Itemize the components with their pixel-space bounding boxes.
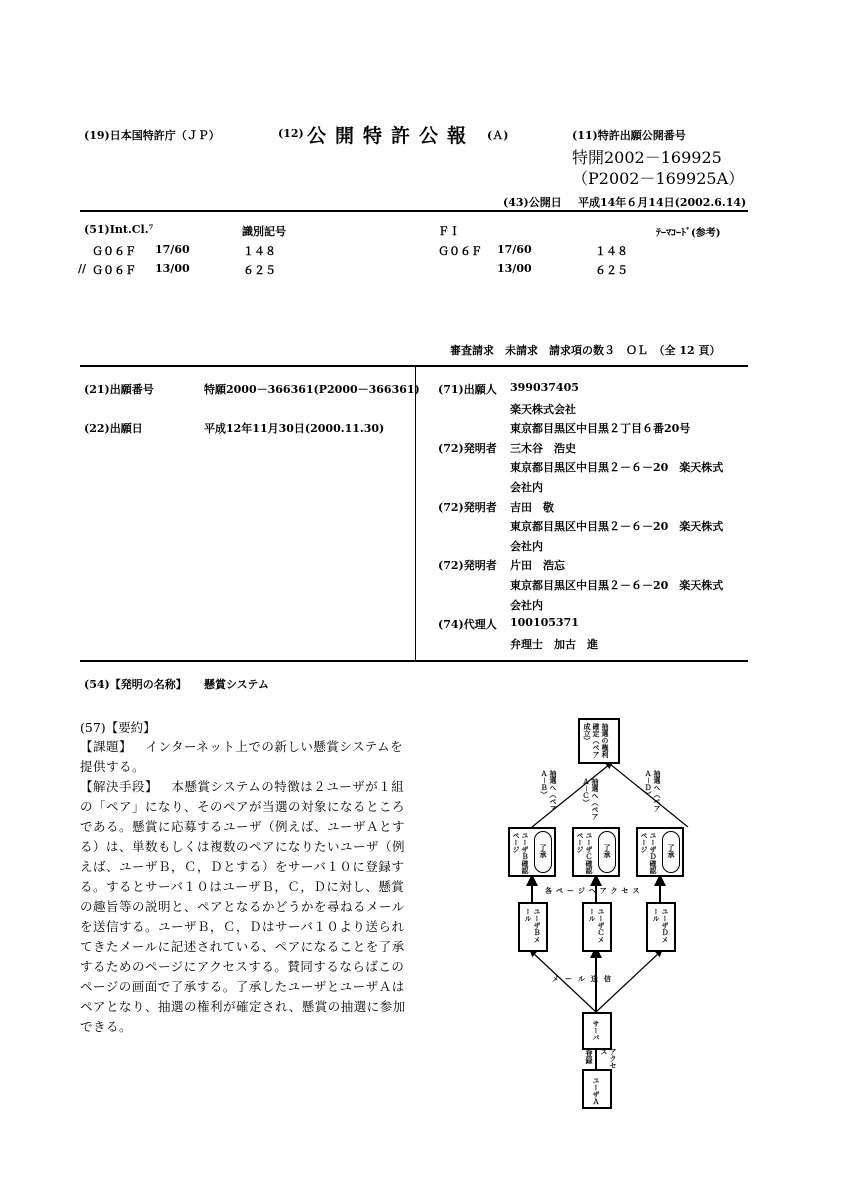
edge-label-mid: 抽選へ（ペアＡ－Ｃ） [582,778,600,820]
invention-title-label: (54)【発明の名称】 [84,678,187,691]
accept-button [534,831,552,873]
problem-label: 【課題】 [80,739,133,754]
bib-entry-line: 楽天株式会社 [510,402,576,416]
confirm-page-d-label: ユーザＤ確認ページ [640,832,658,874]
row-class: Ｇ０６Ｆ [92,245,136,258]
accept-label: 了承 [603,844,612,858]
user-a-box [582,1069,612,1109]
accept-label: 了承 [667,844,676,858]
server-box-label: サーバ [592,1020,601,1041]
row-code: ６２５ [243,264,276,277]
bib-entry-label: (74)代理人 [438,618,497,632]
row-fi-code: １４８ [595,245,628,258]
mail-box-c-label: ユーザＣメール [588,908,606,943]
mail-box-d-label: ユーザＤメール [652,908,670,943]
filing-date-label: (22)出願日 [84,422,143,435]
solution-text: 本懸賞システムの特徴は２ユーザが１組の「ペア」になり、そのペアが当選の対象になるところである。懸賞に応募するユーザ（例えば、ユーザＡとする）は、単数もしくは複数のペアになりたいユーザ（例えば、ユーザＢ，Ｃ，Ｄとする）をサーバ１０に登録する。するとサーバ１０はユーザＢ，Ｃ，Ｄに対し、懸賞の趣旨等の説明と、ペアとなるかどうかを尋ねるメールを送信する。ユーザＢ，Ｃ，Ｄはサーバ１０より送られてきたメールに記述されている、ペアになることを了承するためのページにアクセスする。賛同するならばこのページの画面で了承する。了承したユーザとユーザＡはペアとなり、抽選の権利が確定され、懸賞の抽選に参加できる。 [80,779,406,1034]
row-code: １４８ [243,245,276,258]
abstract-label: (57)【要約】 [80,720,156,735]
bib-top-divider [80,365,748,367]
kind-suffix: (Ａ) [487,129,509,142]
filing-date: 平成12年11月30日(2000.11.30) [204,422,385,435]
system-diagram [490,712,710,1117]
server-box [582,1012,612,1050]
row-fi-class: Ｇ０６Ｆ [438,245,482,258]
bib-entry-line: 吉田 敬 [510,500,554,514]
publication-date-label: (43)公開日 [503,196,562,209]
accept-button [598,831,616,873]
publication-number-alt: （P2002－169925A） [572,169,745,188]
header-divider [80,210,748,212]
publication-date: 平成14年６月14日(2002.6.14) [578,196,747,209]
issuing-office: (19)日本国特許庁（ＪＰ） [84,129,220,142]
bib-entry-line: 東京都目黒区中目黒２丁目６番20号 [510,422,691,436]
bib-entry-line: 会社内 [510,481,543,494]
access-label: 各ページへアクセス [545,886,644,895]
bib-entry-line: 東京都目黒区中目黒２－６－20 楽天株式 [510,579,724,592]
accept-label: 了承 [539,844,548,858]
mail-box-c [582,902,612,952]
intcl-header: (51)Int.Cl.⁷ [84,223,154,236]
abstract-body [80,737,410,1037]
bib-entry-line: 三木谷 浩史 [510,441,576,455]
mail-box-b [518,902,548,952]
bib-entry-line: 弁理士 加古 進 [510,637,598,651]
theme-code-header: ﾃｰﾏｺｰﾄﾞ(参考) [656,228,721,239]
result-box [578,718,620,764]
row-prefix: // [78,262,87,275]
bib-entry-label: (72)発明者 [438,559,497,573]
edge-label-right: 抽選へ（ペアＡ－Ｄ） [644,770,662,812]
bib-entry-line: 東京都目黒区中目黒２－６－20 楽天株式 [510,461,724,475]
bib-entry-line: 片田 浩忘 [510,559,565,573]
bib-entry-line: 会社内 [510,539,543,553]
examination-status: 審査請求 未請求 請求項の数３ ＯＬ （全 12 頁） [450,344,721,357]
user-a-box-label: ユーザＡ [592,1077,601,1105]
edge-label-left: 抽選へ（ペアＡ－Ｂ） [540,770,558,812]
confirm-page-b [508,827,556,877]
row-subclass: 17/60 [155,243,190,256]
accept-button [662,831,680,873]
bib-entry-line: 399037405 [510,381,579,394]
kind-prefix: (12) [278,127,304,140]
bib-column-divider [415,365,416,661]
bib-entry-line: 会社内 [510,598,543,612]
confirm-page-d [636,827,684,877]
send-label: メール送信 [552,974,617,983]
result-box-label: 抽選の権利確定（ペア成立） [583,723,610,758]
bib-entry-label: (72)発明者 [438,441,497,455]
row-class: Ｇ０６Ｆ [92,264,136,277]
row-subclass: 13/00 [155,262,190,275]
fi-header: ＦＩ [438,225,460,238]
publication-number-label: (11)特許出願公開番号 [572,129,686,142]
access-edge-label: アクセス [600,1048,618,1069]
bib-entry-label: (72)発明者 [438,500,497,514]
register-label: 登録 [585,1050,594,1064]
application-number: 特願2000－366361(P2000－366361) [204,383,420,396]
confirm-page-c [572,827,620,877]
mail-box-d [646,902,676,952]
code-header: 識別記号 [242,225,286,238]
confirm-page-c-label: ユーザＣ確認ページ [576,832,594,874]
row-fi-code: ６２５ [595,264,628,277]
bib-bottom-divider [80,660,748,662]
row-fi-subclass: 17/60 [497,243,532,256]
bib-entry-line: 東京都目黒区中目黒２－６－20 楽天株式 [510,520,724,534]
problem-text: インターネット上での新しい懸賞システムを提供する。 [80,739,404,774]
mail-box-b-label: ユーザＢメール [524,908,542,943]
application-number-label: (21)出願番号 [84,383,154,396]
confirm-page-b-label: ユーザＢ確認ページ [512,832,530,874]
document-title: 公開特許公報 [307,125,476,147]
invention-title: 懸賞システム [204,678,269,691]
solution-label: 【解決手段】 [80,779,159,794]
bib-entry-label: (71)出願人 [438,383,497,396]
publication-number: 特開2002－169925 [572,148,722,167]
bib-entry-line: 100105371 [510,616,579,630]
row-fi-subclass: 13/00 [497,262,532,275]
